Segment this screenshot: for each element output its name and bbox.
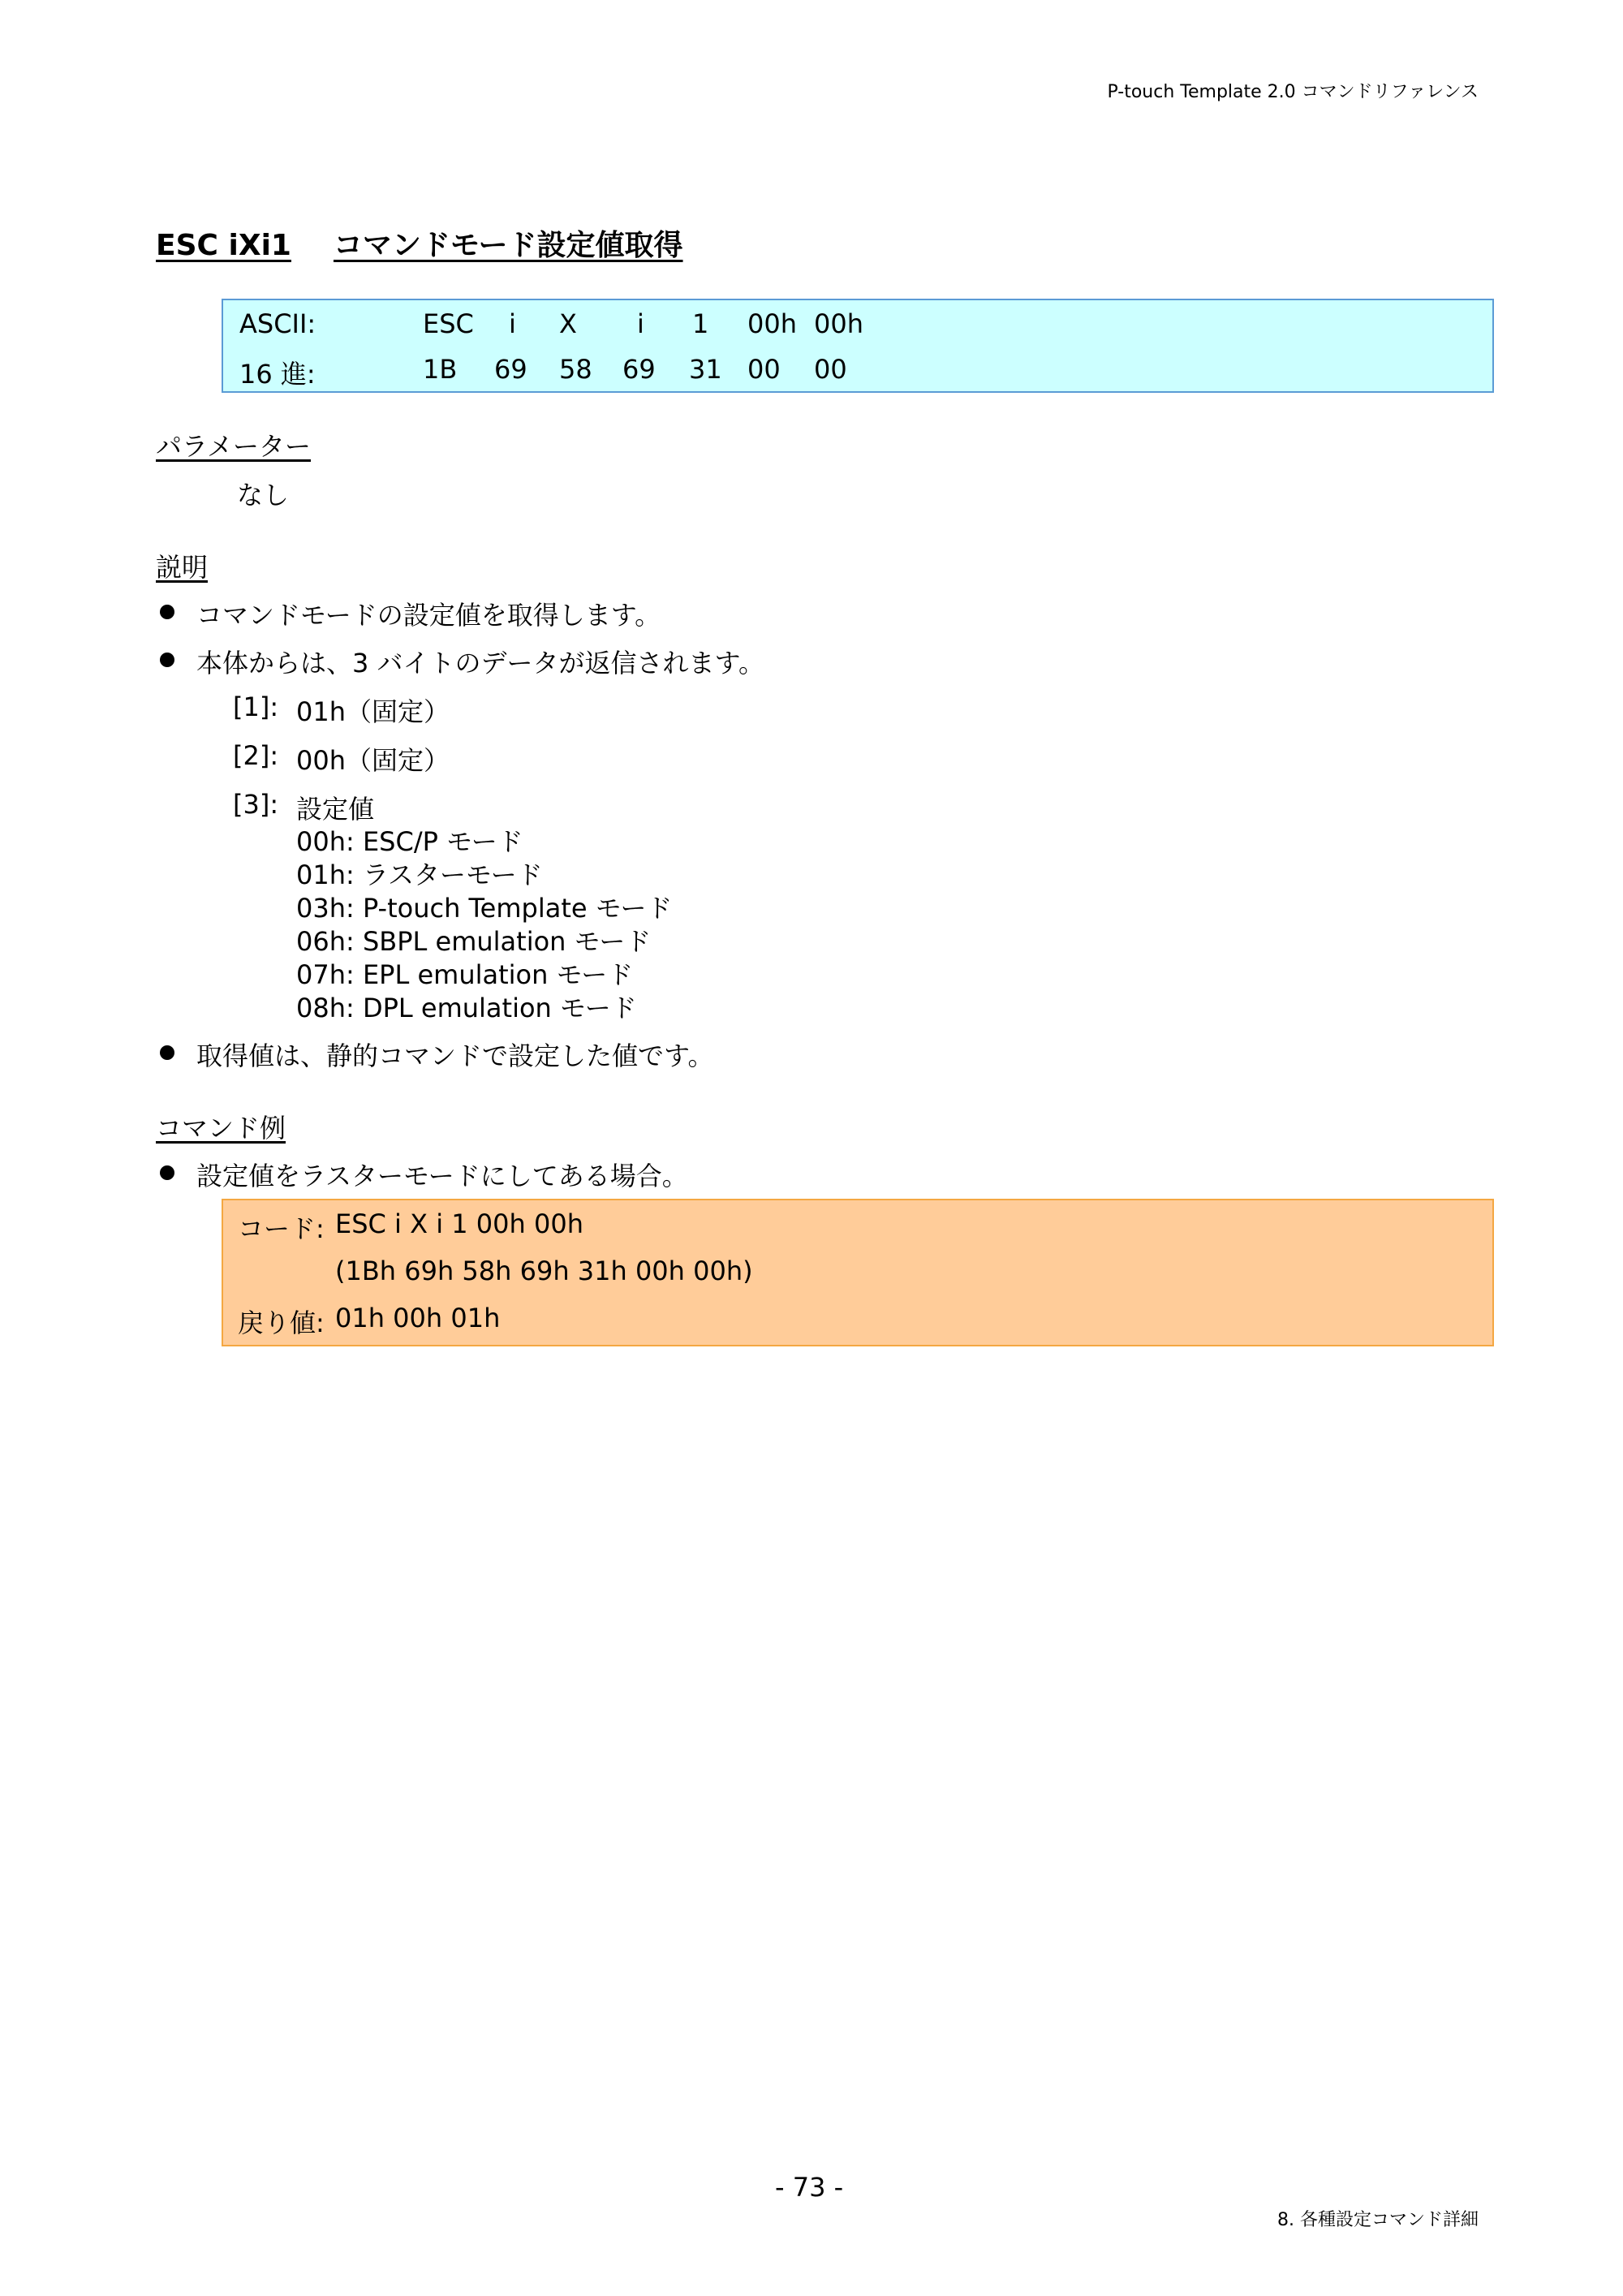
ascii-byte: 00h bbox=[747, 308, 797, 339]
mode-value: 07h: EPL emulation モード bbox=[296, 959, 634, 990]
hex-byte: 00 bbox=[814, 354, 847, 385]
parameters-text: なし bbox=[237, 480, 290, 510]
mode-value: 00h: ESC/P モード bbox=[296, 826, 523, 857]
item-text: 01h（固定） bbox=[296, 696, 450, 727]
parameters-heading: パラメーター bbox=[156, 431, 312, 462]
bullet-icon bbox=[160, 1165, 174, 1180]
example-bullet: 設定値をラスターモードにしてある場合。 bbox=[196, 1161, 688, 1191]
hex-byte: 00 bbox=[747, 354, 781, 385]
hex-byte: 31 bbox=[689, 354, 722, 385]
mode-value: 03h: P-touch Template モード bbox=[296, 893, 673, 924]
command-description: コマンドモード設定値取得 bbox=[333, 229, 683, 262]
ascii-byte: i bbox=[509, 308, 516, 339]
code-value: ESC i X i 1 00h 00h bbox=[335, 1208, 583, 1239]
mode-value: 08h: DPL emulation モード bbox=[296, 993, 637, 1023]
example-heading: コマンド例 bbox=[156, 1113, 286, 1144]
page-title bbox=[156, 222, 683, 264]
ascii-byte: 1 bbox=[692, 308, 709, 339]
hex-byte: 69 bbox=[622, 354, 656, 385]
hex-byte: 58 bbox=[559, 354, 592, 385]
mode-value: 01h: ラスターモード bbox=[296, 859, 543, 890]
ascii-byte: 00h bbox=[814, 308, 863, 339]
item-text: 00h（固定） bbox=[296, 745, 450, 776]
description-bullet-2: 本体からは、3 バイトのデータが返信されます。 bbox=[196, 648, 764, 678]
ascii-byte: ESC bbox=[423, 308, 474, 339]
mode-value: 06h: SBPL emulation モード bbox=[296, 926, 652, 957]
hex-byte: 69 bbox=[494, 354, 527, 385]
return-label: 戻り値: bbox=[238, 1307, 325, 1338]
description-heading: 説明 bbox=[156, 552, 209, 583]
code-label: コード: bbox=[238, 1213, 325, 1244]
ascii-byte: X bbox=[559, 308, 577, 339]
command-name: ESC iXi1 bbox=[156, 229, 291, 262]
item-text: 設定値 bbox=[296, 794, 375, 825]
running-header: P-touch Template 2.0 コマンドリファレンス bbox=[1107, 82, 1479, 102]
bullet-icon bbox=[160, 653, 174, 667]
item-index: [3]: bbox=[233, 789, 279, 820]
hex-byte: 1B bbox=[423, 354, 458, 385]
return-value: 01h 00h 01h bbox=[335, 1303, 501, 1333]
description-bullet-1: コマンドモードの設定値を取得します。 bbox=[196, 600, 661, 631]
item-index: [2]: bbox=[233, 740, 279, 771]
command-syntax-box bbox=[222, 299, 1494, 393]
example-box bbox=[222, 1199, 1494, 1346]
page-number: - 73 - bbox=[775, 2172, 844, 2203]
bullet-icon bbox=[160, 1045, 174, 1060]
item-index: [1]: bbox=[233, 691, 279, 722]
ascii-byte: i bbox=[637, 308, 644, 339]
description-bullet-3: 取得値は、静的コマンドで設定した値です。 bbox=[196, 1040, 714, 1071]
footer-section: 8. 各種設定コマンド詳細 bbox=[1277, 2210, 1479, 2230]
ascii-label: ASCII: bbox=[239, 308, 316, 339]
bullet-icon bbox=[160, 605, 174, 619]
hex-label: 16 進: bbox=[239, 359, 316, 390]
code-hex: (1Bh 69h 58h 69h 31h 00h 00h) bbox=[335, 1256, 753, 1286]
